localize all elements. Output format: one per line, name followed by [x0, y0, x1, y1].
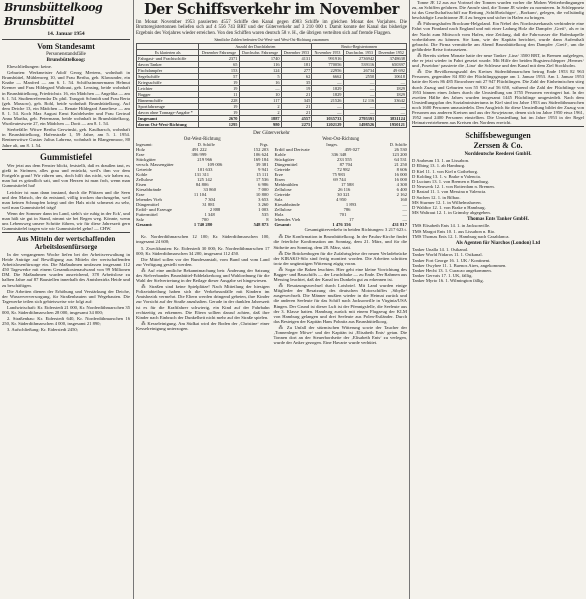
gueter-ost-row-cell: Erdöl- und Erzeuge	[136, 207, 172, 213]
middle-article: ⁂ Zu Unfall der stürmischen Witterung sowie der Taucher der ‚Tonnenleger Möwe‘ und der Kapitän ist ‚Elisabeth Ents‘ getan. Die Tonnen dort an der Steuerbordseite der ‚Elisabeth Ents‘ zu verlegen, wurde der Anker gezogen. Eine Havarie wurde verhütet.	[273, 324, 407, 346]
gueter-west-row-cell: 17	[349, 217, 354, 223]
gueter-ost-row-cell: 31 881	[202, 202, 215, 208]
table-caption: Sämtliche Zahlen bedeuten Ost-West- und West-Ost-Richtung zusammen	[214, 38, 329, 43]
gueter-west-row-cell: 1 893	[345, 202, 357, 208]
table-cell: —	[376, 104, 407, 110]
table-cell: 62	[281, 74, 312, 80]
gueter-west-row-cell: —	[402, 212, 407, 218]
ship-movement-item: D Kolding 13. 1. v. Brake n Valencia.	[412, 173, 481, 179]
gueter-ost-row-cell: Zellulose	[136, 177, 154, 183]
gueter-west-row-cell: —	[402, 217, 407, 223]
gueter-ost-row-cell: 152 203	[253, 147, 269, 153]
table-cell: 770056	[312, 62, 343, 68]
ship-movement-item: D Rastad 11. 1. von Messina n Valencia.	[412, 189, 487, 195]
table-cell: —	[239, 86, 281, 92]
table-cell: 228	[199, 98, 239, 104]
table-cell: 2736942	[343, 56, 376, 62]
gueter-ost-row-cell: 3 653	[258, 197, 269, 203]
table-row-label: Fischdampfer	[137, 68, 199, 74]
table-cell: —	[376, 80, 407, 86]
ship-movement-item: MS Waltraut 12. 1. in Grimsby abgegeben.	[412, 210, 491, 216]
gueter-section	[136, 137, 407, 227]
gueter-ost-row-cell: Kiesabbrände	[136, 187, 162, 193]
table-cell: 1829	[376, 92, 407, 98]
gueter-west-row-cell: 8 606	[396, 167, 407, 173]
table-cell: 35	[281, 80, 312, 86]
gueter-west-row-cell: Kohle	[274, 152, 286, 158]
middle-article: ⁂ Die Brückenbogen für die Zufahrtsgleise der neuen Verladebrücke der KIRAKO-Silo sind fertig montiert worden. Die Arbeiten schritten trotz der ungünstigen Witterung zügig voran.	[273, 250, 407, 266]
table-cell: 3748638	[376, 56, 407, 62]
gueter-ost-row-cell: Salz	[136, 217, 144, 223]
table-cell: —	[343, 92, 376, 98]
gueter-west-row-cell: 72 982	[337, 167, 350, 173]
gueter-ost-row-cell: 106 624	[253, 152, 269, 158]
gueter-ost-row-cell: 1 003	[258, 207, 269, 213]
gueter-west-row-cell: —	[402, 207, 407, 213]
table-cell: 1950121	[376, 122, 407, 128]
ship-movement-item: D Sachen 12. 1. in Bilbao.	[412, 194, 461, 200]
gueter-west-row-cell: lebendes Vieh	[274, 217, 301, 223]
ship-movement-item: TMS Thomas Ents 12. 1. Hamburg nach Casablanca.	[412, 233, 510, 239]
thomas-ents-ship-list	[412, 223, 584, 239]
main-headline: Der Schiffsverkehr im November	[143, 1, 400, 18]
standesamt-sterbefaelle: Sterbefälle: Witwe Bertha Gerwinski, geb. Kaulbarsch, wohnhaft in Brunsbüttelkoog, Hafenstraße 1, 59 Jahre, am 5. 1. 1954. Rentnerwitwe Gustav Julius Labrenz, wohnhaft in Blangenmoor, 80 Jahre alt, am 8. 1. 54.	[2, 127, 130, 148]
table-column-header: Durchschn. Fahrzeuge	[239, 50, 281, 56]
table-cell: 539116	[343, 62, 376, 68]
right-column	[412, 0, 584, 284]
gueter-ost-row-cell: 535	[261, 212, 269, 218]
gueter-west-row-cell: Getreide	[274, 192, 291, 198]
table-cell: 33642	[376, 98, 407, 104]
table-row-label: Binnenschiffe	[137, 98, 199, 104]
zerssen-title: Zerssen & Co.	[473, 141, 523, 151]
right-article: Tonne JE 12 aus zur Vorinsel der Tonnen wurden vorher die Mohen Wetterbedingungen zu, an Schiffen gefahren. Die Anrufe sind, die Tonne JE wieder zu normieren. In Schleppnetz ist das Gesellschaftsschiff zur Rettung ‚Schiffbrüchiger‘, ‚Borkum‘, gelegen, die vollständig beschädigte Leuchttonne JE 4 zu bergen und sicher in Hafen zu bringen.	[412, 0, 584, 21]
mitteln-paragraph-2: Die Arbeiten dienen der Erhöhung und Verstärkung der Deiche, der Wasserverversorgung, für Straßenbauten und Wegebauten. Die Tagewerke teilen sich gebietsweise wie folgt auf:	[2, 288, 130, 304]
table-cell: 12 116	[343, 98, 376, 104]
gueter-west-row-cell: 69 744	[333, 177, 346, 183]
masthead-line1: Brunsbüttelkoog	[4, 1, 103, 14]
gueter-west-row-cell: Mehlmühlen	[274, 182, 298, 188]
gueter-west-row-cell: Erze	[274, 172, 283, 178]
gueter-ost-row-cell: 7 304	[204, 197, 216, 203]
ship-movement-item: D Neuwerk 12. 1. von Rotterdam n. Bremen.	[412, 184, 495, 190]
table-row-label: davon Tanker	[137, 62, 199, 68]
table-cell: 4557	[281, 116, 312, 122]
table-cell: 1295	[199, 122, 239, 128]
ship-movement-item: D Arabeum 13. 1. an Lissabon.	[412, 158, 470, 164]
gueter-west-row-cell: Zellulose	[274, 187, 292, 193]
norddeutsche-reederei-heading: Norddeutsche Reederei GmbH.	[464, 152, 532, 158]
mitteln-list-2: 2. Straßenbau: Kr. Eiderstedt 640, Kr. Norderdithmarschen 16 250, Kr. Süderdithmarschen 4 000, insgesamt 21 890;	[2, 316, 130, 327]
table-cell: 19	[199, 110, 239, 116]
mitteln-list-3: 3. Aufschließung: Kr. Eiderstedt 2450;	[7, 327, 78, 333]
table-cell: 21	[281, 104, 312, 110]
gueter-ost-row-cell: versch. Massengüter	[136, 162, 174, 168]
table-cell: —	[312, 80, 343, 86]
table-group-brt: Brutto-Registertonnen	[312, 44, 407, 50]
mitteln-list-1: Landwirtschaft: Kr. Eiderstedt 21 000, Kr. Norderdithmarschen 35 000, Kr. Süderdithmarschen 28 000, insgesamt 34 000;	[2, 304, 130, 315]
gueter-west-caption: West-Ost-Richtung	[322, 137, 360, 143]
table-cell: —	[312, 110, 343, 116]
gueter-west-row-cell: 64 531	[394, 157, 407, 163]
table-row-label: davon Ost-West-Richtung	[137, 122, 199, 128]
table-cell: 26734	[343, 68, 376, 74]
gueter-ost-row-cell: 169 184	[253, 157, 269, 163]
middle-subcolumn-b	[274, 234, 408, 346]
gueter-ost-header: Ingesamt: D. Schiffe Frgs.	[136, 142, 269, 148]
gueter-west-row-cell: Kiesabbrände	[274, 202, 300, 208]
gueter-west-row-cell: 87 704	[339, 162, 353, 168]
gueter-ost-row-cell: Getreide	[136, 167, 152, 173]
table-cell: —	[343, 86, 376, 92]
left-column	[2, 0, 130, 333]
table-cell: 4131	[281, 56, 312, 62]
gueter-west-row-cell: Getreide	[274, 167, 291, 173]
ship-movement-item: D Kiel 11. 1. von Kiel n Gotheborg.	[412, 168, 479, 174]
gueter-ost-row-cell: 6 986	[258, 182, 269, 188]
gueter-ost-row-cell: 109 006	[207, 162, 223, 168]
gueter-ost-row-cell: 10 800	[255, 192, 269, 198]
gueter-west-row-cell: Eisen	[274, 177, 285, 183]
gummistiefel-stanza-1: Wer jetzt aus dem Fenster blickt, feststellt, daß es draußen taut, es gießt in Strömen, alles grau und entrückt, weil's ihm vor dem Fortgeh'n graut! Wir rühren uns, doch hilft das nicht, wir haben zu, man hat es gründlich satt, und von Herzen ist man froh, wenn man Gummistiefel hat!	[2, 163, 130, 189]
gueter-ost-row-cell: 386 999	[191, 152, 207, 158]
table-row-label: davon ohne Tonnage-Angabe *	[137, 110, 199, 116]
table-cell: —	[376, 110, 407, 116]
ship-movement-item: Tanker Hecht 13. 1. Curacao angekommen.	[412, 267, 492, 273]
table-row	[137, 122, 407, 128]
gueter-west-row-cell: Stückgüter	[274, 157, 295, 163]
gummistiefel-stanza-2: Leichter ist man dann imstand, durch die Pfützen und die Seen und den Matsch, der da entstand, völlig trocken durchzugehn, weil man keinen Schnupfen kriegt und der Hals nicht schmerzt zu sehr, weil man Gummistiefel trägt!	[2, 189, 130, 210]
gueter-west-row-cell: 786	[343, 207, 351, 213]
gueter-ost-row-cell: Holz	[136, 147, 145, 153]
zerssen-ship-list	[412, 158, 584, 215]
middle-article: ⁂ Sogar die Baken leuchten. Hier geht eine kleine Vorrichtung des Bagger- und Bauschiffs — der Leuchtbake — zu Ende. Der Rahmen aus Messing leuchtet, daß der Kanal im Dunkeln gut zu erkennen ist.	[273, 266, 407, 283]
gueter-ost-west	[136, 137, 269, 227]
right-article: ⁂ Bereits sieben Monate hatte der neue Tanker ‚Lina‘ 3500 BRT, in Bremen aufgelegen, ehe er jetzt wieder in Fahrt gesetzt wurde. Mit Hilfe der beiden Bugsierschlepper ‚Hermes‘ und ‚Poseidon‘ passierte die ‚Lina‘ die Schleuse und den Kanal mit dem Ziel Stockholm.	[412, 52, 584, 69]
table-cell: 1740	[239, 56, 281, 62]
middle-article: ⁂ Besatzungswechsel durch Lotsbrief. Mit Land wurden einige Mitglieder der Besatzung des deutschen Motorschiffes ‚Sibylle‘ ausgewechselt. Die Männer mußten wieder in die Heimat zurück und die anderen Seeleute für das Schiff nach Jacksonville in Virginia/USA Bingen. Der Grund ist dieser Luft ist der Pfennigsfelle, die Seeleute aus der 3. Klasse hatten. Hamburg zurück mit einem Flugzeug der KLM von Hamburg gelangen und drei Seeleute aus Polen-Estländer. Durch das Besteigen der Kapitän Hans Pohnitz aus Brunsbüttelkoog.	[273, 283, 407, 324]
gueter-west-row-cell: 459 027	[344, 147, 360, 153]
gueter-ost-total: Gesamt: 1 740 280 548 873	[136, 222, 269, 228]
gueter-west-row-cell: 233 555	[336, 157, 352, 163]
table-cell: 124	[239, 68, 281, 74]
table-cell: 49 692	[376, 68, 407, 74]
table-cell: 2371	[199, 56, 239, 62]
table-group-durchfahrten: Anzahl der Durchfahrten	[199, 44, 312, 50]
table-row-label: Leichter	[137, 86, 199, 92]
gueter-west-row-cell: 17 588	[341, 182, 354, 188]
standesamt-eheschliessungen: Eheschließungen: keine.	[7, 64, 52, 70]
table-cell: 2	[239, 110, 281, 116]
table-cell: 2550	[343, 74, 376, 80]
table-cell: 116	[239, 62, 281, 68]
table-cell: 117	[239, 98, 281, 104]
table-column-header: Dezember 1953	[281, 50, 312, 56]
table-column-header: Durchschn. 1953	[343, 50, 376, 56]
table-cell: 991916	[312, 56, 343, 62]
gueter-west-row-cell: 4 300	[396, 182, 407, 188]
gueter-ost-row-cell: Kohle	[136, 172, 148, 178]
middle-article: 5. Zweckbauten: Kr. Eiderstedt 30 000; Kr. Norderdithmarschen 17 000; Kr. Süderdithmarschen 34 200, insgesamt 112 450.	[136, 245, 270, 256]
table-cell: 21	[281, 92, 312, 98]
gueter-ost-row-cell: Eisen	[136, 182, 147, 188]
gueter-ost-row-cell: 33 860	[203, 187, 217, 193]
masthead-line2: Brunsbüttel	[4, 15, 74, 28]
ship-movement-item: Tanker Myrto 16. 1. Wilmington fällig.	[412, 278, 484, 284]
gueter-west-row-cell: 160	[400, 197, 407, 203]
gueter-west-row-cell: 16 000	[394, 177, 407, 183]
table-cell: 11	[199, 92, 239, 98]
gueter-west-row-cell: 75 983	[332, 172, 345, 178]
ship-movement-item: D Waldtor 12. 1. von Brake n Hamburg.	[412, 205, 486, 211]
table-cell: 2275	[281, 122, 312, 128]
table-row-label: Kriegsschiffe	[137, 80, 199, 86]
table-cell: 19	[199, 86, 239, 92]
gueter-ost-row-cell: 84 806	[195, 182, 209, 188]
gueter-title: Der Güterverkehr	[253, 130, 290, 137]
gueter-ost-row-cell: 219 966	[197, 157, 213, 163]
niarchos-heading: Als Agenten für Niarchos (London) Ltd	[455, 241, 541, 247]
gueter-west-row-cell: Erdöl und Derivate	[274, 147, 310, 153]
table-cell: 21526	[312, 98, 343, 104]
niarchos-ship-list	[412, 247, 584, 283]
standesamt-title: Vom Standesamt	[37, 42, 95, 51]
gueter-west-header: Insges. D. Schiffe	[326, 142, 407, 148]
thomas-ents-heading: Thomas Ents Tanker GmbH.	[467, 217, 529, 223]
gueter-ost-row-cell: Stückgüter	[136, 157, 156, 163]
table-cell: 21	[281, 110, 312, 116]
table-cell: 19	[199, 104, 239, 110]
gueter-west-row-cell: 336 348	[331, 152, 347, 158]
gueter-west-row-cell: 26 530	[394, 147, 407, 153]
table-column-header: Dezember 1952	[376, 50, 407, 56]
table-cell: 65	[199, 62, 239, 68]
gueter-ost-row-cell: 131 311	[194, 172, 210, 178]
table-cell: 345	[281, 98, 312, 104]
gueter-ost-row-cell: 7 000	[258, 187, 269, 193]
gueter-summary: Gesamtgüterverkehr in beiden Richtungen: 3 217 623 t.	[304, 227, 407, 233]
middle-article: Die Mittel sollen vor der Bundesanstalt, vom Bund und vom Land zur Verfügung gestellt werden.	[136, 256, 270, 267]
table-cell: 2	[239, 104, 281, 110]
table-cell: 22956	[312, 68, 343, 74]
table-cell: 277	[281, 68, 312, 74]
gueter-ost-row-cell: 125 142	[197, 177, 212, 183]
right-article: ⁂ Führungshafen Brockum-Helgoland. Ein Nebel des Nordostseekanals verhinderte eine Fahrt von Finnland nach England und mit einer Ladung Holz die Dampfer ‚Greif‘, als er in der Nacht zum Mittwoch vom Hafen, eine Zeitlang, daß die Fahrwasser die Hafenkapelle vorbeifahren zu können. Sie kam, wie der Kapitän berichtet, wurde dann Aufenthalt gebracht. Die Firma vermittelte am Abend Brunsbüttelkoog den Dampfer ‚Greif‘, um die gefährdete Reise fortzusetzen.	[412, 21, 584, 52]
table-cell: 1498526	[343, 122, 376, 128]
middle-article: ⁂ Die Konfirmation in Brunsbüttelkoog. In der Paulus-Kirche findet die feierliche Konfirmation am Sonntag, dem 21. März, und für die Südseite am Sonntag, dem 28. März, statt.	[273, 234, 407, 250]
table-cell: 1829	[376, 86, 407, 92]
ship-movement-item: Tanker World Nidaros 11. 1. Ostkanal.	[412, 252, 483, 258]
gueter-west-row-cell: 6 400	[396, 187, 407, 193]
gueter-ost-row-cell: 15 111	[256, 172, 269, 178]
gueter-ost-row-cell: 491 222	[191, 147, 207, 153]
table-cell: —	[343, 110, 376, 116]
gueter-west-row-cell: 30 321	[337, 192, 350, 198]
schiffsbewegungen-title: Schiffsbewegungen	[465, 131, 531, 141]
table-row-label: Sportfahrzeuge	[137, 104, 199, 110]
gueter-ost-caption: Ost-West-Richtung	[183, 137, 221, 143]
gueter-west-row-cell: Düngemittel	[274, 162, 298, 168]
middle-article: ⁂ Kesseleinigung. Am Südkai wird der Boden der ‚Christine‘ einer Kesselreinigung unterzogen.	[136, 320, 270, 331]
gueter-ost-row-cell: 1 348	[204, 212, 215, 218]
gueter-ost-row-cell: 17 536	[255, 177, 269, 183]
table-column-header: November 1953	[312, 50, 343, 56]
table-column-header: Dezember Fahrzeuge	[199, 50, 239, 56]
gueter-west-row-cell: —	[402, 202, 407, 208]
table-cell: 19	[199, 80, 239, 86]
table-cell: 5	[239, 74, 281, 80]
table-cell: 650397	[376, 62, 407, 68]
gueter-west-row-cell: Holz	[274, 212, 284, 218]
ship-movement-item: TMS Margot Ents 10. 1. aus Lissabon n. Rio.	[412, 228, 496, 234]
gueter-west-total: Gesamt: 1 476 356 431 817	[274, 222, 407, 228]
table-cell: 19	[281, 86, 312, 92]
table-cell: 6662	[312, 74, 343, 80]
table-cell: 10618	[376, 74, 407, 80]
gummistiefel-stanza-3: Wenn der Sommer dann im Land, steht's sie ruhig in der Eck', und man hält sie gut in Stand, nimmt sie bei Regen weg. Könnte, wenn uns Lebensweg unsere Schritte führen, wir für diese Jahreszeit gern Gummistiefel tragen wie wir Gummistiefel gehn! — CHW.	[2, 210, 130, 232]
mitteln-paragraph-1: In der vergangenen Woche liefen bei der Arbeitsverwaltung in Heide Anträge auf Bewilligung aus Mitteln der wertschaffenden Arbeitslosenfürsorge ein. Die Maßnahmen umfassen insgesamt 112 450 Tagewerke mit einem Gesamtkostenaufwand von 99 Millionen DM. Die Maßnahmen wurden ausreichend, 378 Arbeitslose zu halben Jahre auf 87 Baustellen innerhalb des Amtsbezirks Heide und zu beschäftigen.	[2, 251, 130, 288]
gueter-ost-row-cell: Erze	[136, 192, 145, 198]
middle-article: Kr. Norderdithmarschen 12 100; Kr. Süderdithmarschen 100, insgesamt 24 600;	[136, 234, 270, 245]
table-cell: 57	[199, 74, 239, 80]
ship-movement-item: MS Sturmer 12. 1. in Wilhelmshaven.	[412, 199, 482, 205]
ship-movement-item: D Lucium 13. 1. von Bremen n Hamburg.	[412, 179, 489, 185]
table-cell: 1202129	[312, 122, 343, 128]
middle-column	[136, 0, 407, 346]
gueter-ost-row-cell: 3 260	[258, 202, 269, 208]
gueter-ost-row-cell: 8	[266, 217, 269, 223]
table-cell: 1887	[239, 116, 281, 122]
middle-subcolumn-a	[136, 234, 270, 346]
gueter-ost-row-cell: 700	[201, 217, 209, 223]
gueter-west-row-cell: 4 950	[336, 197, 347, 203]
table-row-label: Fahrgast- und Frachtschiffe	[137, 56, 199, 62]
gueter-west-row-cell: 26 116	[337, 187, 351, 193]
table-row-label: Insgesamt	[137, 116, 199, 122]
table-cell: —	[343, 80, 376, 86]
table-row	[137, 56, 407, 62]
table-cell: 3831124	[376, 116, 407, 122]
gueter-west-row-cell: Salz	[274, 197, 283, 203]
gueter-ost-row-cell: Düngemittel	[136, 202, 159, 208]
ship-movement-item: TMS Elisabeth Ents 14. 1. in Jacksonville.	[412, 223, 491, 229]
table-cell: 16	[239, 80, 281, 86]
table-cell: 980	[239, 122, 281, 128]
table-cell: 1829	[312, 86, 343, 92]
gueter-ost-row-cell: lebendes Vieh	[136, 197, 162, 203]
table-cell: 153	[199, 68, 239, 74]
ship-movement-item: Tanker Owyhee 11. 1. Buenos Aires, angekommen.	[412, 262, 507, 268]
ship-movement-item: Tanker Fort George 16. 1. UK / Kontinent.	[412, 257, 491, 263]
gueter-west-row-cell: 701	[339, 212, 347, 218]
table-cell: 1035733	[312, 116, 343, 122]
table-cell: 10	[239, 92, 281, 98]
table-cell: 1829	[312, 92, 343, 98]
gueter-ost-row-cell: 39 381	[255, 162, 269, 168]
gueter-ost-row-cell: 11 104	[193, 192, 207, 198]
middle-article: ⁂ Auf eine amtliche Bekanntmachung betr. Änderung der Satzung des Sielverbandes Brunsbüttel-Eddelakerkoog und Wahlordnung für die Wahl der Sielvertretung in der Beilage dieser Ausgabe sei hingewiesen.	[136, 267, 270, 284]
gueter-ost-row-cell: Erze	[136, 152, 145, 158]
gueter-west-row-cell: 123 200	[392, 152, 407, 158]
table-cell: 181	[281, 62, 312, 68]
ship-movement-item: D Elbing 13. 1. ab Hamburg.	[412, 163, 466, 169]
standesamt-geburten: Geburten: Werkmeister Adolf Georg Mertens, wohnhaft in Brunsbüttel, Mühlenweg 10, und Frau Bertha, geb. Klawunder, ein Knabe — Manfred — am 6. 1. 54. Schiffszimmermann Helmut Kremer und Frau Hildegard Waltraut, geb. Lensing, beide wohnhaft in Brunsbüttelkoog, Friedrichstr. 16, ein Mädchen — Angelika — am 6. 1. 54. Studienreferendar Dr. phil. Traugott Schmidt und Frau Berta (geb. Massow), geb. Bohl, beide wohnhaft Brunsbüttelkoog. Auf dem Deiche 13, ein Mädchen — Renate Hildegard Anneliese — am 8. 1. 54. Koch Max August Ernst Knödelseder und Frau Gertrud Anna Martha, geb. Petermann, beide wohnhaft in Brunsbüttelkoog, Wurtleutestwete 27, ein Mädchen — Dorit — am 8. 1. 54.	[2, 70, 130, 127]
table-cell: 2795391	[343, 116, 376, 122]
table-row-label: Segelschiffe	[137, 74, 199, 80]
right-article: ⁂ Die Bevölkerungszahl des Kreises Süderdithmarschen betrug Ende 1953 82 963 Personen, gegenüber 84 850 der Flüchtlingsgruppe am 1. Januar 1953. Am 1. Januar 1953 hatte der Kreis 86 485 Einwohner mit 27 947 Flüchtlingen. Die Zahl der Einheimischen stieg durch Zuzug und Geburten von 55 930 auf 56 650, während die Zahl der Flüchtlinge von 1953 binnen eines Jahres durch die Umsiedlung um 3755 Personen verringert hat. In der zweiten Hälfte des Jahres wurden insgesamt 1445 Flüchtlinge umgesiedelt. Nach dem Umsiedlungsplan des Sozialministeriums in Kiel sind im Jahre 1953 aus Süderdithmarschen noch 1600 Personen umzusiedeln. Den Ausgleich für diese Umsiedlung bildet der Zuzug von Personen aus anderen Kreisen und aus der Sowjetzone, denen sich im Jahre 1950 etwa 1961, 1952 rund 2400 Personen einstellten. Die Umsiedlung hat im Jahre 1953 in der Regel Heimatvertriebenen aus Kreisen des Nordens erreicht.	[412, 69, 584, 126]
traffic-statistics-table	[136, 43, 407, 128]
gummistiefel-title: Gummistiefel	[40, 151, 92, 162]
gueter-west-row-cell: Zellulose	[274, 207, 292, 213]
gueter-ost-row-cell: Futtermittel	[136, 212, 158, 218]
lead-paragraph: Im Monat November 1953 passierten 4557 Schiffe den Kanal gegen 4983 Schiffe im gleichen Monat des Vorjahres. Die Bruttoregistertonnen beliefen sich auf 4 556 743 BRT und der Güterverkehr auf 3 210 000 t. Damit konnte der Kanal das bisherige Ergebnis des Vorjahres wieder erreichen. Von den Schiffen waren deutsch 58 v. H., die übrigen verteilten sich auf fremde Flaggen.	[136, 20, 407, 36]
standesamt-subtitle: Personenstandsfälle	[46, 52, 86, 58]
gueter-west-row-cell: 2 162	[396, 192, 407, 198]
dateline: 14. Januar 1954	[47, 31, 85, 37]
table-cell: —	[312, 104, 343, 110]
gueter-ost-row-cell: 101 633	[197, 167, 213, 173]
gueter-west-ost	[275, 137, 408, 227]
middle-article: ⁂ Straßen sind keine Spielplätze! Nach Mitteilung der hiesigen Polizeiabteilung haben sich die Verkehrsunfälle mit Kindern im Amtsbezirk vermehrt. Die Eltern werden dringend gebeten, ihre Kinder zur Vorsicht auf der Straße anzuhalten. Gerade in der dunklen Jahreszeit ist es für die Kraftfahrer schwierig, ein Kind auf der Fahrbahn rechtzeitig zu erkennen. Die Eltern sollten darauf achten, daß ihre Kinder nach Einbruch der Dunkelheit nicht mehr auf der Straße spielen.	[136, 284, 270, 320]
middle-subcolumns	[136, 234, 407, 346]
table-column-header: Es klarierten als	[137, 50, 199, 56]
gueter-ost-row-cell: 2 888	[209, 207, 221, 213]
gueter-west-row-cell: 21 250	[394, 162, 407, 168]
table-cell: 2670	[199, 116, 239, 122]
table-row-label: Bagger	[137, 92, 199, 98]
mitteln-title: Aus Mitteln der wertschaffenden Arbeitslosenfürsorge	[16, 235, 116, 251]
gueter-west-row-cell: 16 000	[394, 172, 407, 178]
standesamt-place: Brunsbüttelkoog:	[46, 56, 86, 63]
table-cell: —	[343, 104, 376, 110]
ship-movement-item: Tanker Unalla 14. 1. Ostkanal.	[412, 247, 469, 253]
ship-movement-item: Tanker Gervais 17. 1. UK, fällig.	[412, 273, 473, 279]
gueter-ost-row-cell: 9 941	[258, 167, 269, 173]
